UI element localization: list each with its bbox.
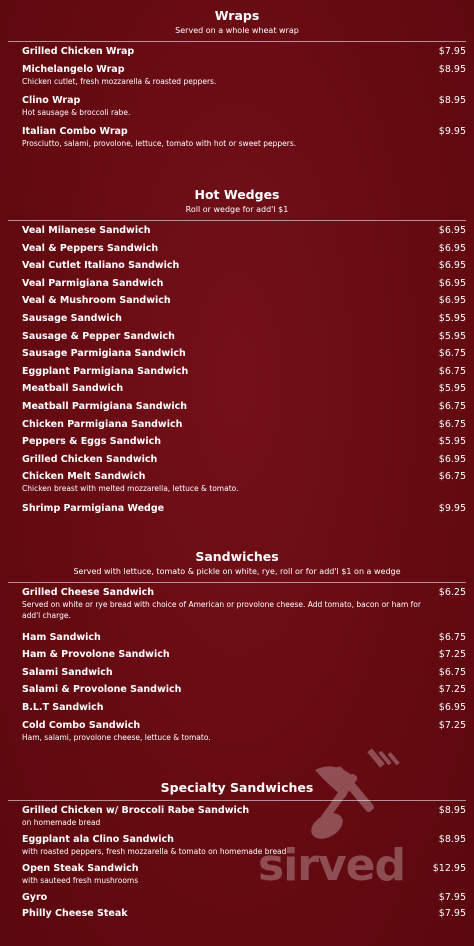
menu-item-row: [22, 502, 466, 515]
menu-item-name: B.L.T Sandwich: [22, 702, 104, 713]
menu-item: [8, 45, 466, 58]
menu-item-price: $7.95: [438, 907, 466, 919]
menu-item: [8, 719, 466, 743]
menu-item-row: [22, 45, 466, 58]
menu-item: [8, 294, 466, 307]
menu-item-description: with sauteed fresh mushrooms: [22, 876, 139, 886]
menu-item: [8, 330, 466, 343]
menu-item-name: Chicken Parmigiana Sandwich: [22, 418, 183, 430]
menu-item-description: Ham, salami, provolone cheese, lettuce & tomato.: [22, 732, 211, 742]
menu-item-price: $6.75: [438, 631, 466, 643]
menu-item-price: $8.95: [438, 834, 466, 846]
menu-item-description: Served on white or rye bread with choice of American or provolone cheese. Add tomato, bacon or ham for add'l charge.: [22, 600, 421, 620]
menu-item-row: [22, 907, 466, 920]
menu-item-price: $7.25: [438, 684, 466, 696]
menu-item-row: [22, 400, 466, 413]
menu-item-row: [22, 701, 466, 714]
menu-item: [8, 683, 466, 696]
menu-item: [8, 418, 466, 431]
menu-item-name: Salami Sandwich: [22, 666, 113, 678]
menu-item-name: Cold Combo Sandwich: [22, 719, 141, 731]
menu-section: [8, 549, 466, 583]
section-title: Sandwiches: [195, 549, 279, 564]
menu-item: [8, 125, 466, 149]
menu-item-row: [22, 277, 466, 290]
menu-item-price: $6.95: [438, 702, 466, 713]
section-subtitle: Roll or wedge for add'l $1: [185, 205, 289, 214]
menu-item-name: Grilled Chicken Wrap: [22, 46, 135, 57]
menu-section: [8, 187, 466, 221]
menu-item-price: $5.95: [438, 330, 466, 342]
menu-item-price: $7.95: [438, 46, 466, 57]
menu-item: [8, 907, 466, 920]
menu-item-row: [22, 648, 466, 661]
menu-item-name: Eggplant Parmigiana Sandwich: [22, 365, 189, 377]
menu-item-name: Michelangelo Wrap: [22, 64, 125, 76]
menu-item-price: $5.95: [438, 436, 466, 448]
menu-item-price: $12.95: [432, 863, 466, 875]
menu-item-price: $5.95: [438, 383, 466, 395]
menu-item-price: $6.75: [438, 666, 466, 678]
menu-item-name: Veal & Peppers Sandwich: [22, 242, 159, 254]
menu-item-name: Gyro: [22, 892, 48, 904]
menu-item-name: Italian Combo Wrap: [22, 125, 128, 137]
menu-item-row: [22, 418, 466, 431]
menu-item-price: $6.95: [438, 277, 466, 289]
menu-item-name: Open Steak Sandwich: [22, 863, 139, 875]
menu-item-description: Chicken breast with melted mozzarella, lettuce & tomato.: [22, 484, 239, 494]
sirved-watermark: [255, 740, 445, 900]
menu-item: [8, 502, 466, 515]
menu-item: [8, 259, 466, 272]
section-divider: [8, 220, 466, 221]
menu-item-name: Grilled Chicken w/ Broccoli Rabe Sandwich: [22, 805, 250, 816]
menu-item-name: Veal Parmigiana Sandwich: [22, 277, 164, 289]
menu-item-name: Grilled Cheese Sandwich: [22, 587, 155, 598]
menu-item: [8, 365, 466, 378]
menu-item-description: with roasted peppers, fresh mozzarella & tomato on homemade bread: [22, 847, 287, 857]
menu-item-name: Meatball Parmigiana Sandwich: [22, 401, 188, 412]
menu-item-price: $6.95: [438, 225, 466, 236]
menu-item-name: Ham & Provolone Sandwich: [22, 649, 170, 661]
menu-item-row: [22, 382, 466, 395]
menu-item: [8, 586, 466, 621]
menu-item: [8, 648, 466, 661]
watermark-text: sirved: [258, 840, 405, 891]
menu-item-row: [22, 470, 466, 483]
menu-item-description: Hot sausage & broccoli rabe.: [22, 108, 131, 118]
menu-item: [8, 631, 466, 644]
menu-item-name: Veal Milanese Sandwich: [22, 225, 151, 236]
menu-item-name: Ham Sandwich: [22, 631, 101, 643]
section-divider: [8, 582, 466, 583]
menu-item: [8, 277, 466, 290]
menu-item-name: Eggplant ala Clino Sandwich: [22, 834, 174, 846]
menu-item-name: Peppers & Eggs Sandwich: [22, 436, 161, 448]
menu-item-row: [22, 719, 466, 732]
menu-item: [8, 224, 466, 237]
section-title: Hot Wedges: [194, 187, 280, 202]
menu-item-name: Philly Cheese Steak: [22, 907, 128, 919]
menu-item-name: Sausage Sandwich: [22, 313, 122, 324]
menu-item-price: $9.95: [438, 125, 466, 137]
menu-item: [8, 400, 466, 413]
menu-item-price: $6.95: [438, 453, 466, 465]
menu-item-price: $6.75: [438, 418, 466, 430]
menu-item-row: [22, 365, 466, 378]
menu-item-price: $8.95: [438, 64, 466, 76]
menu-item-price: $9.95: [438, 502, 466, 514]
menu-item-name: Grilled Chicken Sandwich: [22, 453, 158, 465]
menu-item: [8, 435, 466, 448]
menu-section: [8, 8, 466, 42]
menu-item-row: [22, 312, 466, 325]
menu-item-price: $8.95: [438, 95, 466, 107]
section-subtitle: Served on a whole wheat wrap: [175, 26, 299, 35]
menu-item: [8, 63, 466, 87]
menu-item: [8, 242, 466, 255]
menu-item-price: $7.95: [438, 892, 466, 904]
menu-item: [8, 347, 466, 360]
menu-item-row: [22, 435, 466, 448]
menu-item-price: $6.75: [438, 471, 466, 483]
menu-item-row: [22, 347, 466, 360]
menu-item-price: $6.95: [438, 242, 466, 254]
menu-item: [8, 312, 466, 325]
menu-item: [8, 382, 466, 395]
menu-item-row: [22, 63, 466, 76]
menu-item-row: [22, 224, 466, 237]
section-title: Wraps: [214, 8, 260, 23]
menu-item-name: Veal Cutlet Italiano Sandwich: [22, 260, 180, 272]
menu-item-row: [22, 242, 466, 255]
menu-item-name: Chicken Melt Sandwich: [22, 471, 146, 483]
section-subtitle: Served with lettuce, tomato & pickle on white, rye, roll or for add'l $1 on a wedge: [73, 567, 401, 576]
menu-item-name: Sausage & Pepper Sandwich: [22, 330, 175, 342]
menu-item-row: [22, 453, 466, 466]
menu-item-row: [22, 125, 466, 138]
menu-item-price: $6.75: [438, 348, 466, 360]
menu-item-name: Sausage Parmigiana Sandwich: [22, 348, 186, 360]
menu-item-row: [22, 259, 466, 272]
menu-item-price: $6.75: [438, 365, 466, 377]
section-divider: [8, 41, 466, 42]
menu-item: [8, 94, 466, 118]
menu-item-row: [22, 666, 466, 679]
menu-item-row: [22, 94, 466, 107]
menu-item-price: $6.95: [438, 295, 466, 307]
menu-item-row: [22, 294, 466, 307]
menu-item-row: [22, 631, 466, 644]
menu-item-name: Shrimp Parmigiana Wedge: [22, 502, 165, 514]
menu-item-price: $7.25: [438, 719, 466, 731]
menu-item-description: on homemade bread: [22, 818, 101, 827]
menu-item-name: Clino Wrap: [22, 95, 81, 107]
menu-item-price: $5.95: [438, 313, 466, 324]
menu-item: [8, 666, 466, 679]
menu-item-row: [22, 330, 466, 343]
menu-item-price: $6.95: [438, 260, 466, 272]
menu-item-price: $6.25: [438, 587, 466, 598]
menu-item: [8, 701, 466, 714]
menu-item-price: $8.95: [438, 805, 466, 816]
menu-item: [8, 470, 466, 494]
fork-spoon-knife-icon: [255, 740, 445, 850]
menu-item-row: [22, 586, 466, 599]
menu-item-description: Chicken cutlet, fresh mozzarella & roasted peppers.: [22, 77, 217, 87]
menu-item: [8, 453, 466, 466]
menu-item-row: [22, 683, 466, 696]
menu-item-name: Meatball Sandwich: [22, 383, 124, 395]
menu-item-name: Veal & Mushroom Sandwich: [22, 295, 171, 307]
menu-item-description: Prosciutto, salami, provolone, lettuce, tomato with hot or sweet peppers.: [22, 138, 297, 148]
menu-item-name: Salami & Provolone Sandwich: [22, 684, 182, 696]
menu-item-price: $7.25: [438, 649, 466, 661]
menu-item-price: $6.75: [438, 401, 466, 412]
section-title: Specialty Sandwiches: [160, 780, 314, 795]
